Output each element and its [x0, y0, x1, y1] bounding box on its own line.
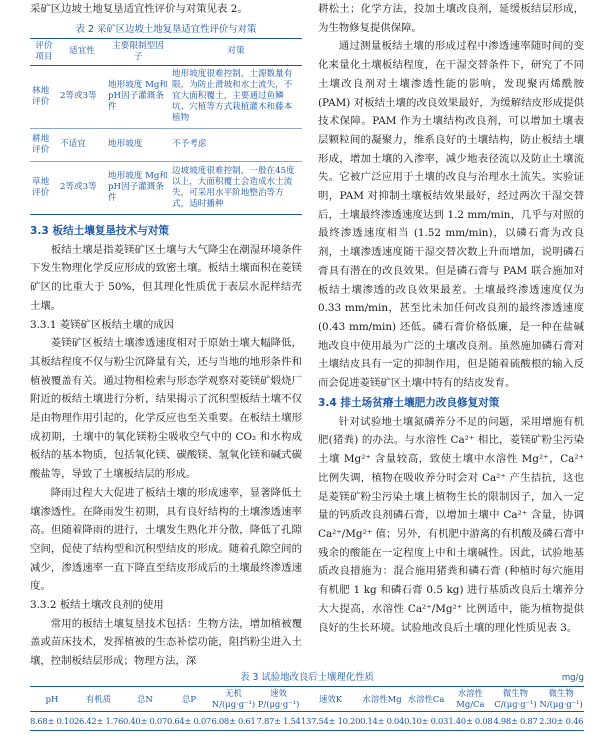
table3-header: 速效P/(μg·g⁻¹) — [256, 687, 301, 712]
paragraph: 针对试验地土壤氮磷养分不足的问题，采用增施有机肥(猪粪) 的办法。与水溶性 Ca²⁺ 相比，菱镁矿粉尘污染土壤 Mg²⁺ 含量较高，致使土壤中水溶性 Mg²⁺，Ca²⁺ 比例失调，植物在吸收养分时会对 Ca²⁺ 产生拮抗，这也是菱镁矿粉尘污染土壤上植物生长的限制因子，加入一定量的钙质改良剂磷石膏，以增加土壤中 Ca²⁺ 含量，协调 Ca²⁺/Mg²⁺ 值；另外，有机肥中游离的有机酸及磷石膏中残余的酸能在一定程度上中和土壤碱性。因此，试验地基质改良措施为：混合施用猪粪和磷石膏 (种植时每穴施用有机肥 1 kg 和磷石膏 0.5 kg) 进行基质改良后土壤养分大大提高，水溶性 Ca²⁺/Mg²⁺ 比例适中，能为植物提供良好的生长环境。试验地改良后土壤的理化性质见表 3。 — [318, 415, 584, 634]
table3-cell: 0.10± 0.03 — [404, 712, 448, 731]
table3-header: 微生物C/(μg·g⁻¹) — [493, 687, 539, 712]
table3-cell: 0.40± 0.07 — [123, 712, 167, 731]
table2-cell: 草地评价 — [30, 161, 58, 214]
paragraph: 降雨过程大大促进了板结土壤的形成速率，显著降低土壤渗透性。在降雨发生初期，具有良好结构的土壤渗透速率高。但随着降雨的进行，土壤发生熟化并分散，降低了孔隙空间，促使了结构型和沉积型结皮的形成。随着孔隙空间的减少，渗透速率一直下降直至结皮形成后的土壤最终渗透速度。 — [30, 486, 302, 593]
table-row — [30, 712, 584, 731]
table3-cell: 26.42± 1.76 — [74, 712, 123, 731]
paragraph: 板结土壤是指菱镁矿区土壤与大气降尘在潮湿环境条件下发生物理化学反应形成的致密土壤。板结土壤面积在菱镁矿区的比重大于 50%，但其理化性质优于表层水泥样结壳土壤。 — [30, 243, 302, 312]
table3-caption — [30, 670, 584, 686]
table2-cell: 地形坡度 Mg和pH因子灌溉条件 — [106, 161, 170, 214]
intro-text: 采矿区边坡土地复垦适宜性评价与对策见表 2。 — [30, 3, 248, 15]
table3-header: 总P — [167, 687, 211, 712]
table3-caption-text: 表 3 试验地改良后土壤理化性质 — [240, 672, 374, 683]
table2 — [30, 38, 302, 215]
table3-cell: 1.40± 0.08 — [448, 712, 493, 731]
table3-cell: 4.98± 0.87 — [493, 712, 539, 731]
table3-cell: 6.08± 0.61 — [211, 712, 256, 731]
table-row — [30, 161, 302, 214]
table2-cell: 2等或3等 — [58, 161, 106, 214]
paragraph: 耕松土；化学方法，投加土壤改良剂，延缓板结层形成，为生物修复提供保障。 — [318, 3, 584, 34]
table3-cell: 7.87± 1.54 — [256, 712, 301, 731]
table3-header: 总N — [123, 687, 167, 712]
table2-header: 评价项目 — [30, 38, 58, 65]
table3-header-row — [30, 687, 584, 712]
table3-header: 无机N/(μg·g⁻¹) — [211, 687, 256, 712]
table3-header: 水溶性Mg — [360, 687, 404, 712]
table2-header: 对策 — [170, 38, 302, 65]
table2-cell: 2等或3等 — [60, 91, 97, 102]
paragraph: 常用的板结土壤复垦技术包括：生物方法，增加植被覆盖或苗床技术，发挥植被的生态补偿功能，阻挡粉尘进入土壤，控制板结层形成；物理方法，深 — [30, 617, 302, 668]
table3-cell: 137.54± 10.20 — [301, 712, 360, 731]
table2-cell: 地形坡度 — [106, 128, 170, 161]
table2-cell: 耕地评价 — [30, 128, 58, 161]
table2-header: 主要限制型因子 — [106, 38, 170, 65]
table3-cell: 0.64± 0.07 — [167, 712, 211, 731]
table2-cell: 不予考虑 — [170, 128, 302, 161]
table3-header: 有机质 — [74, 687, 123, 712]
paragraph: 菱镁矿区板结土壤渗透速度相对于原始土壤大幅降低，其板结程度不仅与粉尘沉降量有关，还与当地的地形条件和植被覆盖有关。通过物相检索与形态学观察对菱镁矿煅烧厂附近的板结土壤进行分析，结果揭示了沉积型板结土壤不仅是由物理作用引起的，化学反应也至关重要。在板结土壤形成初期，土壤中的氧化镁粉尘吸收空气中的 CO₂ 和水构成板结的基本物质，包括氧化镁、碳酸镁、氢氧化镁和碱式碳酸盐等，导致了土壤板结层的形成。 — [30, 337, 302, 481]
table-row — [30, 65, 302, 128]
table-row — [30, 128, 302, 161]
table2-cell: 不适宜 — [58, 128, 106, 161]
paragraph: 通过测量板结土壤的形成过程中渗透速率随时间的变化来量化土壤板结程度，在干湿交替条件下，研究了不同土壤改良剂对土壤渗透性能的影响，发现聚丙烯酰胺 (PAM) 对板结土壤的改良效果最好，为缓解结皮形成提供技术保障。PAM 作为土壤结构改良剂，可以增加土壤表层颗粒间的凝聚力，维系良好的土壤结构，防止板结土壤形成，增加土壤的入渗率，减少地表径流以及防止土壤流失。它被广泛应用于土壤的改良与治理水土流失。实验证明，PAM 对抑制土壤板结效果最好，经过两次干湿交替后，土壤最终渗透速度达到 1.2 mm/min，几乎与对照的最终渗透速度相当 (1.52 mm/min)，以磷石膏为改良剂，土壤渗透速度随干湿交替次数上升而增加，说明磷石膏具有潜在的改良效果。但是磷石膏与 PAM 联合施加对板结土壤渗透的改良效果最差。土壤最终渗透速度仅为 0.33 mm/min，甚至比未加任何改良剂的最终渗透速度 (0.43 mm/min) 还低。磷石膏价格低廉，是一种在盐碱地改良中使用最为广泛的土壤改良剂。虽然施加磷石膏对土壤结皮具有一定的抑制作用，但是随着硫酸根的输入反而会促进菱镁矿区土壤中特有的结皮发育。 — [318, 40, 584, 390]
left-column — [30, 0, 302, 671]
subsection-heading-3-3-2: 3.3.2 板结土壤改良剂的使用 — [30, 599, 164, 612]
table3-header: 水溶性Mg/Ca — [448, 687, 493, 712]
table3-header: 速效K — [301, 687, 360, 712]
table2-cell: 地形坡度很难控制，土源数量有限，为防止滑坡和水土流失，不宜大面积覆土，主要通过鱼鳞坑、穴植等方式栽植灌木和藤本植物 — [172, 69, 293, 124]
table3-cell: 8.68± 0.10 — [30, 712, 74, 731]
table3-cell: 0.14± 0.04 — [360, 712, 404, 731]
table2-cell: 地形坡度 Mg和pH因子灌溉条件 — [108, 80, 169, 113]
table3-block — [30, 670, 584, 731]
right-column — [318, 0, 584, 637]
section-heading-3-3: 3.3 板结土壤复垦技术与对策 — [30, 224, 169, 237]
table3-header: pH — [30, 687, 74, 712]
section-heading-3-4: 3.4 排土场贫瘠土壤肥力改良修复对策 — [318, 396, 500, 409]
table2-cell: 边坡坡度很难控制，一般在45度以上，大面积覆土会造成水土流失，可采用水平阶地整治等方式，适时播种 — [170, 161, 302, 214]
table3 — [30, 686, 584, 731]
table2-header: 适宜性 — [58, 38, 106, 65]
table2-header-row — [30, 38, 302, 65]
table2-caption: 表 2 采矿区边坡土地复垦适宜性评价与对策 — [75, 23, 257, 35]
table3-header: 微生物N/(μg·g⁻¹) — [538, 687, 584, 712]
table2-cell: 林地评价 — [32, 85, 50, 107]
subsection-heading-3-3-1: 3.3.1 菱镁矿区板结土壤的成因 — [30, 318, 175, 331]
table3-unit: mg/g — [561, 673, 584, 683]
table3-cell: 2.30± 0.46 — [538, 712, 584, 731]
table3-header: 水溶性Ca — [404, 687, 448, 712]
